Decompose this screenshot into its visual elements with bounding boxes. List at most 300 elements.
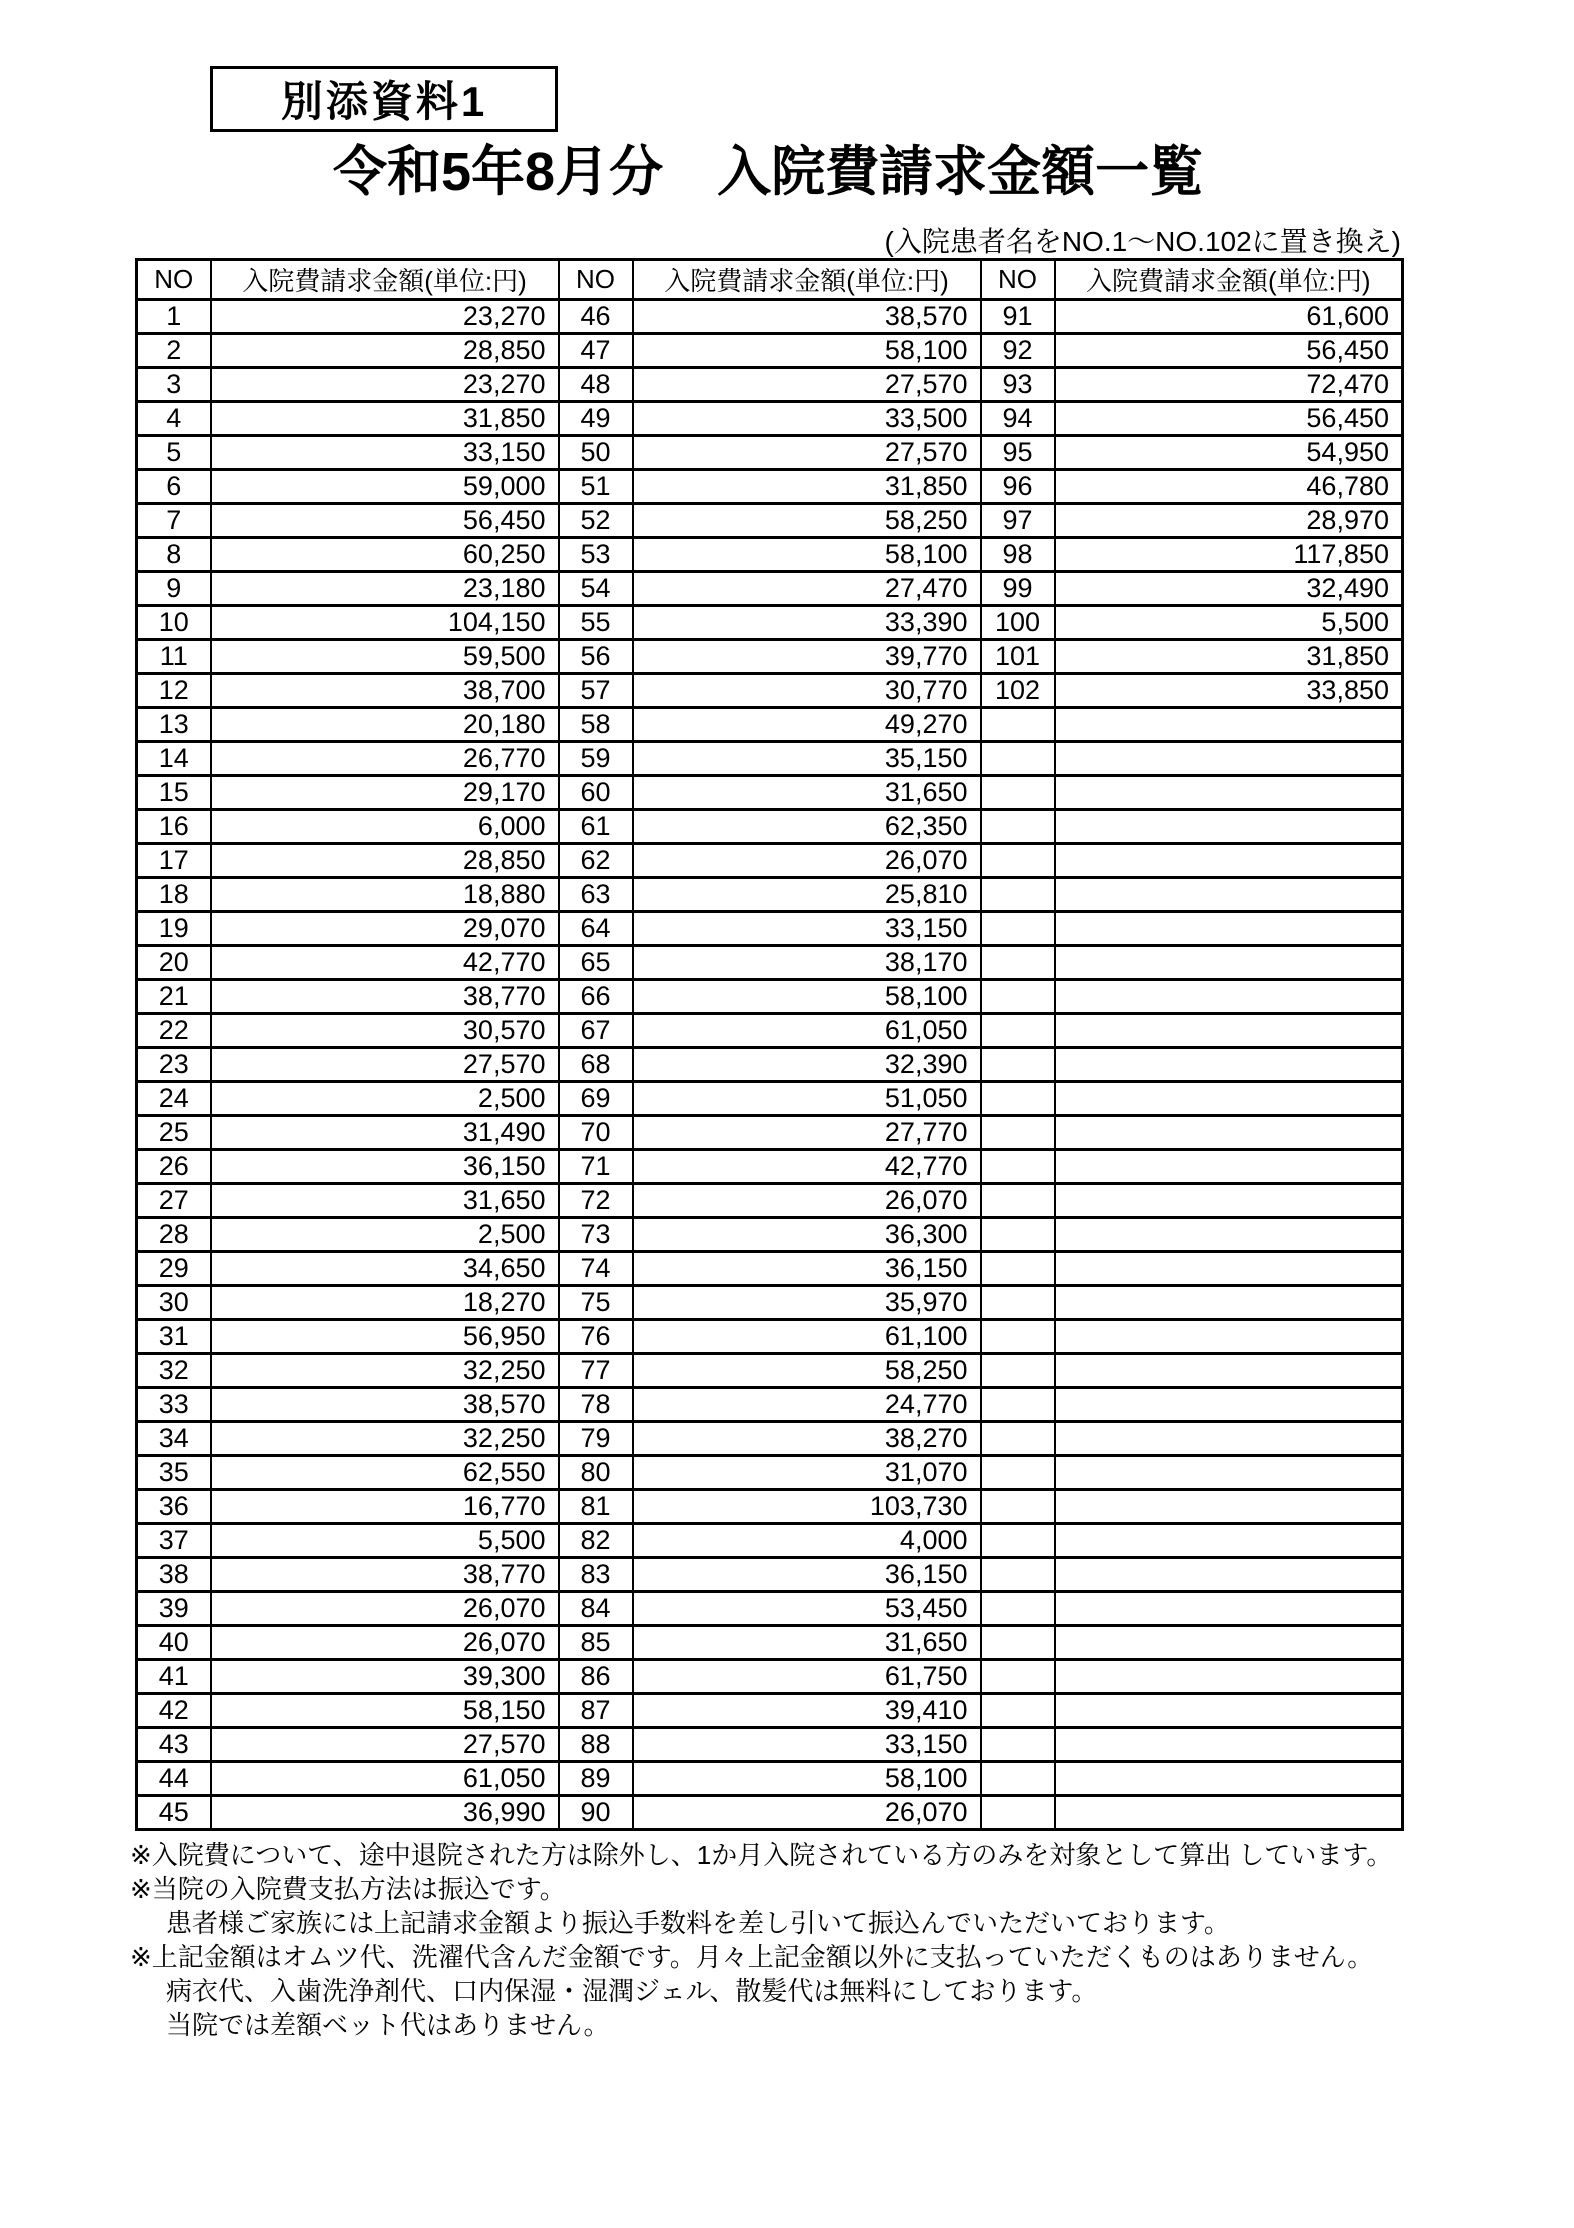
row-number-cell: 15 bbox=[137, 776, 211, 810]
row-number-cell: 102 bbox=[981, 674, 1055, 708]
amount-cell: 42,770 bbox=[633, 1150, 981, 1184]
amount-cell: 61,050 bbox=[633, 1014, 981, 1048]
amount-cell: 27,570 bbox=[211, 1728, 559, 1762]
row-number-cell: 48 bbox=[559, 368, 633, 402]
amount-cell bbox=[1055, 1762, 1403, 1796]
amount-cell: 5,500 bbox=[211, 1524, 559, 1558]
row-number-cell: 74 bbox=[559, 1252, 633, 1286]
amount-cell bbox=[1055, 1592, 1403, 1626]
note-line: ※当院の入院費支払方法は振込です。 bbox=[130, 1874, 566, 1904]
amount-cell: 56,450 bbox=[1055, 334, 1403, 368]
table-row bbox=[137, 1218, 1403, 1252]
table-header-row bbox=[137, 260, 1403, 300]
amount-cell: 42,770 bbox=[211, 946, 559, 980]
row-number-cell: 93 bbox=[981, 368, 1055, 402]
row-number-cell: 2 bbox=[137, 334, 211, 368]
row-number-cell: 61 bbox=[559, 810, 633, 844]
table-row bbox=[137, 402, 1403, 436]
row-number-cell: 43 bbox=[137, 1728, 211, 1762]
table-row bbox=[137, 1150, 1403, 1184]
row-number-cell: 52 bbox=[559, 504, 633, 538]
amount-cell: 61,050 bbox=[211, 1762, 559, 1796]
amount-cell bbox=[1055, 1082, 1403, 1116]
row-number-cell bbox=[981, 1388, 1055, 1422]
amount-cell: 38,170 bbox=[633, 946, 981, 980]
row-number-cell bbox=[981, 708, 1055, 742]
table-row bbox=[137, 1524, 1403, 1558]
table-row bbox=[137, 878, 1403, 912]
row-number-cell: 34 bbox=[137, 1422, 211, 1456]
row-number-cell bbox=[981, 946, 1055, 980]
row-number-cell bbox=[981, 1252, 1055, 1286]
table-row bbox=[137, 1116, 1403, 1150]
amount-cell: 53,450 bbox=[633, 1592, 981, 1626]
table-row bbox=[137, 1490, 1403, 1524]
row-number-cell: 31 bbox=[137, 1320, 211, 1354]
amount-cell bbox=[1055, 1524, 1403, 1558]
row-number-cell bbox=[981, 1048, 1055, 1082]
amount-cell: 117,850 bbox=[1055, 538, 1403, 572]
row-number-cell: 91 bbox=[981, 300, 1055, 334]
amount-cell: 39,410 bbox=[633, 1694, 981, 1728]
amount-cell: 31,650 bbox=[633, 776, 981, 810]
amount-cell: 58,100 bbox=[633, 1762, 981, 1796]
table-row bbox=[137, 1796, 1403, 1830]
row-number-cell: 95 bbox=[981, 436, 1055, 470]
amount-cell: 32,250 bbox=[211, 1422, 559, 1456]
row-number-cell: 41 bbox=[137, 1660, 211, 1694]
amount-cell: 26,070 bbox=[211, 1592, 559, 1626]
amount-cell: 18,880 bbox=[211, 878, 559, 912]
row-number-cell: 69 bbox=[559, 1082, 633, 1116]
row-number-cell: 58 bbox=[559, 708, 633, 742]
table-row bbox=[137, 1694, 1403, 1728]
amount-cell: 36,150 bbox=[633, 1558, 981, 1592]
row-number-cell bbox=[981, 1286, 1055, 1320]
row-number-cell: 90 bbox=[559, 1796, 633, 1830]
amount-cell: 62,550 bbox=[211, 1456, 559, 1490]
amount-cell: 33,150 bbox=[633, 1728, 981, 1762]
amount-cell: 31,650 bbox=[633, 1626, 981, 1660]
amount-cell: 38,700 bbox=[211, 674, 559, 708]
row-number-cell: 3 bbox=[137, 368, 211, 402]
row-number-cell: 1 bbox=[137, 300, 211, 334]
row-number-cell: 38 bbox=[137, 1558, 211, 1592]
row-number-cell bbox=[981, 1626, 1055, 1660]
row-number-cell: 36 bbox=[137, 1490, 211, 1524]
row-number-cell: 46 bbox=[559, 300, 633, 334]
row-number-cell bbox=[981, 1184, 1055, 1218]
row-number-cell: 25 bbox=[137, 1116, 211, 1150]
row-number-cell: 98 bbox=[981, 538, 1055, 572]
amount-cell: 18,270 bbox=[211, 1286, 559, 1320]
amount-cell: 32,250 bbox=[211, 1354, 559, 1388]
amount-cell bbox=[1055, 1728, 1403, 1762]
row-number-cell: 11 bbox=[137, 640, 211, 674]
amount-cell bbox=[1055, 1422, 1403, 1456]
row-number-cell: 5 bbox=[137, 436, 211, 470]
amount-cell: 59,500 bbox=[211, 640, 559, 674]
row-number-cell: 4 bbox=[137, 402, 211, 436]
row-number-cell bbox=[981, 1524, 1055, 1558]
row-number-cell: 96 bbox=[981, 470, 1055, 504]
amount-cell: 31,850 bbox=[211, 402, 559, 436]
table-row bbox=[137, 368, 1403, 402]
amount-cell bbox=[1055, 1490, 1403, 1524]
row-number-cell bbox=[981, 1694, 1055, 1728]
amount-cell: 33,150 bbox=[633, 912, 981, 946]
table-row bbox=[137, 1388, 1403, 1422]
row-number-cell: 6 bbox=[137, 470, 211, 504]
row-number-cell: 87 bbox=[559, 1694, 633, 1728]
amount-cell: 61,600 bbox=[1055, 300, 1403, 334]
amount-cell: 56,950 bbox=[211, 1320, 559, 1354]
row-number-cell: 57 bbox=[559, 674, 633, 708]
amount-cell: 27,570 bbox=[211, 1048, 559, 1082]
amount-cell: 72,470 bbox=[1055, 368, 1403, 402]
attachment-label-box bbox=[210, 66, 558, 132]
amount-cell bbox=[1055, 912, 1403, 946]
amount-cell: 28,850 bbox=[211, 844, 559, 878]
row-number-cell: 23 bbox=[137, 1048, 211, 1082]
row-number-cell bbox=[981, 878, 1055, 912]
table-row bbox=[137, 334, 1403, 368]
amount-cell: 31,650 bbox=[211, 1184, 559, 1218]
row-number-cell bbox=[981, 776, 1055, 810]
amount-cell: 33,390 bbox=[633, 606, 981, 640]
amount-cell bbox=[1055, 1660, 1403, 1694]
row-number-cell: 21 bbox=[137, 980, 211, 1014]
row-number-cell: 51 bbox=[559, 470, 633, 504]
table-row bbox=[137, 810, 1403, 844]
amount-cell: 25,810 bbox=[633, 878, 981, 912]
row-number-cell: 94 bbox=[981, 402, 1055, 436]
table-row bbox=[137, 1456, 1403, 1490]
table-row bbox=[137, 436, 1403, 470]
amount-cell bbox=[1055, 1694, 1403, 1728]
row-number-cell: 100 bbox=[981, 606, 1055, 640]
amount-cell: 23,270 bbox=[211, 300, 559, 334]
amount-cell: 58,100 bbox=[633, 538, 981, 572]
amount-cell: 51,050 bbox=[633, 1082, 981, 1116]
amount-cell: 35,150 bbox=[633, 742, 981, 776]
row-number-cell: 80 bbox=[559, 1456, 633, 1490]
row-number-cell bbox=[981, 980, 1055, 1014]
table-row bbox=[137, 1082, 1403, 1116]
amount-cell bbox=[1055, 1388, 1403, 1422]
row-number-cell: 53 bbox=[559, 538, 633, 572]
row-number-cell: 10 bbox=[137, 606, 211, 640]
col-header-no: NO bbox=[981, 260, 1055, 300]
col-header-no: NO bbox=[137, 260, 211, 300]
amount-cell: 32,390 bbox=[633, 1048, 981, 1082]
amount-cell: 58,150 bbox=[211, 1694, 559, 1728]
row-number-cell: 18 bbox=[137, 878, 211, 912]
row-number-cell: 22 bbox=[137, 1014, 211, 1048]
row-number-cell: 20 bbox=[137, 946, 211, 980]
row-number-cell: 66 bbox=[559, 980, 633, 1014]
row-number-cell: 55 bbox=[559, 606, 633, 640]
amount-cell: 2,500 bbox=[211, 1218, 559, 1252]
amount-cell bbox=[1055, 980, 1403, 1014]
row-number-cell: 65 bbox=[559, 946, 633, 980]
table-row bbox=[137, 674, 1403, 708]
row-number-cell: 42 bbox=[137, 1694, 211, 1728]
note-line: ※入院費について、途中退院された方は除外し、1か月入院されている方のみを対象として算出 しています。 bbox=[130, 1840, 1393, 1870]
row-number-cell: 76 bbox=[559, 1320, 633, 1354]
table-row bbox=[137, 1014, 1403, 1048]
amount-cell bbox=[1055, 1218, 1403, 1252]
row-number-cell: 82 bbox=[559, 1524, 633, 1558]
amount-cell: 27,470 bbox=[633, 572, 981, 606]
table-row bbox=[137, 470, 1403, 504]
row-number-cell: 44 bbox=[137, 1762, 211, 1796]
amount-cell: 27,570 bbox=[633, 368, 981, 402]
amount-cell: 46,780 bbox=[1055, 470, 1403, 504]
table-row bbox=[137, 1626, 1403, 1660]
col-header-no: NO bbox=[559, 260, 633, 300]
table-row bbox=[137, 1320, 1403, 1354]
col-header-amount: 入院費請求金額(単位:円) bbox=[633, 260, 981, 300]
table-row bbox=[137, 1048, 1403, 1082]
table-row bbox=[137, 980, 1403, 1014]
row-number-cell bbox=[981, 1218, 1055, 1252]
table-row bbox=[137, 1660, 1403, 1694]
table-row bbox=[137, 1762, 1403, 1796]
table-row bbox=[137, 640, 1403, 674]
row-number-cell: 64 bbox=[559, 912, 633, 946]
row-number-cell: 40 bbox=[137, 1626, 211, 1660]
table-row bbox=[137, 742, 1403, 776]
row-number-cell: 17 bbox=[137, 844, 211, 878]
row-number-cell: 47 bbox=[559, 334, 633, 368]
row-number-cell: 27 bbox=[137, 1184, 211, 1218]
row-number-cell bbox=[981, 844, 1055, 878]
row-number-cell bbox=[981, 1796, 1055, 1830]
amount-cell: 31,490 bbox=[211, 1116, 559, 1150]
amount-cell: 58,100 bbox=[633, 980, 981, 1014]
amount-cell: 62,350 bbox=[633, 810, 981, 844]
row-number-cell: 54 bbox=[559, 572, 633, 606]
row-number-cell bbox=[981, 1558, 1055, 1592]
table-row bbox=[137, 912, 1403, 946]
row-number-cell: 32 bbox=[137, 1354, 211, 1388]
amount-cell: 49,270 bbox=[633, 708, 981, 742]
table-row bbox=[137, 1422, 1403, 1456]
row-number-cell: 84 bbox=[559, 1592, 633, 1626]
row-number-cell: 97 bbox=[981, 504, 1055, 538]
row-number-cell: 14 bbox=[137, 742, 211, 776]
amount-cell: 36,150 bbox=[633, 1252, 981, 1286]
row-number-cell: 75 bbox=[559, 1286, 633, 1320]
table-row bbox=[137, 1558, 1403, 1592]
row-number-cell: 85 bbox=[559, 1626, 633, 1660]
row-number-cell: 67 bbox=[559, 1014, 633, 1048]
amount-cell bbox=[1055, 1014, 1403, 1048]
amount-cell: 26,070 bbox=[633, 844, 981, 878]
table-row bbox=[137, 504, 1403, 538]
table-row bbox=[137, 300, 1403, 334]
row-number-cell: 28 bbox=[137, 1218, 211, 1252]
note-line: 病衣代、入歯洗浄剤代、口内保湿・湿潤ジェル、散髪代は無料にしております。 bbox=[166, 1976, 1098, 2006]
amount-cell: 20,180 bbox=[211, 708, 559, 742]
amount-cell: 36,150 bbox=[211, 1150, 559, 1184]
table-row bbox=[137, 606, 1403, 640]
row-number-cell: 24 bbox=[137, 1082, 211, 1116]
amount-cell bbox=[1055, 810, 1403, 844]
row-number-cell bbox=[981, 1014, 1055, 1048]
amount-cell: 36,300 bbox=[633, 1218, 981, 1252]
amount-cell: 27,770 bbox=[633, 1116, 981, 1150]
table-row bbox=[137, 538, 1403, 572]
row-number-cell: 73 bbox=[559, 1218, 633, 1252]
amount-cell: 28,850 bbox=[211, 334, 559, 368]
row-number-cell: 29 bbox=[137, 1252, 211, 1286]
row-number-cell: 78 bbox=[559, 1388, 633, 1422]
table-row bbox=[137, 946, 1403, 980]
table-row bbox=[137, 572, 1403, 606]
page-title: 令和5年8月分 入院費請求金額一覧 bbox=[333, 142, 1204, 202]
row-number-cell: 68 bbox=[559, 1048, 633, 1082]
amount-cell bbox=[1055, 844, 1403, 878]
table-row bbox=[137, 708, 1403, 742]
row-number-cell: 12 bbox=[137, 674, 211, 708]
row-number-cell: 13 bbox=[137, 708, 211, 742]
row-number-cell: 33 bbox=[137, 1388, 211, 1422]
row-number-cell: 99 bbox=[981, 572, 1055, 606]
amount-cell: 26,070 bbox=[633, 1796, 981, 1830]
amount-cell: 59,000 bbox=[211, 470, 559, 504]
row-number-cell bbox=[981, 1728, 1055, 1762]
row-number-cell bbox=[981, 1116, 1055, 1150]
amount-cell: 6,000 bbox=[211, 810, 559, 844]
amount-cell: 38,570 bbox=[211, 1388, 559, 1422]
row-number-cell: 26 bbox=[137, 1150, 211, 1184]
row-number-cell: 45 bbox=[137, 1796, 211, 1830]
amount-cell: 54,950 bbox=[1055, 436, 1403, 470]
amount-cell: 29,070 bbox=[211, 912, 559, 946]
note-line: 患者様ご家族には上記請求金額より振込手数料を差し引いて振込んでいただいております。 bbox=[166, 1908, 1230, 1938]
row-number-cell: 49 bbox=[559, 402, 633, 436]
amount-cell: 61,750 bbox=[633, 1660, 981, 1694]
row-number-cell: 39 bbox=[137, 1592, 211, 1626]
row-number-cell bbox=[981, 810, 1055, 844]
row-number-cell: 79 bbox=[559, 1422, 633, 1456]
note-line: 当院では差額ベット代はありません。 bbox=[166, 2010, 610, 2040]
amount-cell bbox=[1055, 1116, 1403, 1150]
amount-cell: 32,490 bbox=[1055, 572, 1403, 606]
row-number-cell bbox=[981, 1320, 1055, 1354]
amount-cell: 39,300 bbox=[211, 1660, 559, 1694]
amount-cell bbox=[1055, 1354, 1403, 1388]
amount-cell bbox=[1055, 1626, 1403, 1660]
amount-cell: 38,770 bbox=[211, 980, 559, 1014]
row-number-cell: 30 bbox=[137, 1286, 211, 1320]
patient-name-replacement-note: (入院患者名をNO.1～NO.102に置き換え) bbox=[884, 226, 1401, 257]
table-row bbox=[137, 1728, 1403, 1762]
amount-cell: 56,450 bbox=[1055, 402, 1403, 436]
row-number-cell: 37 bbox=[137, 1524, 211, 1558]
amount-cell: 30,770 bbox=[633, 674, 981, 708]
row-number-cell: 71 bbox=[559, 1150, 633, 1184]
amount-cell bbox=[1055, 1048, 1403, 1082]
row-number-cell bbox=[981, 1592, 1055, 1626]
amount-cell: 23,180 bbox=[211, 572, 559, 606]
amount-cell bbox=[1055, 946, 1403, 980]
row-number-cell: 88 bbox=[559, 1728, 633, 1762]
row-number-cell bbox=[981, 742, 1055, 776]
row-number-cell: 9 bbox=[137, 572, 211, 606]
table-row bbox=[137, 1184, 1403, 1218]
amount-cell bbox=[1055, 1456, 1403, 1490]
amount-cell: 31,070 bbox=[633, 1456, 981, 1490]
notes-section bbox=[130, 1838, 1392, 2042]
row-number-cell: 16 bbox=[137, 810, 211, 844]
amount-cell: 16,770 bbox=[211, 1490, 559, 1524]
row-number-cell: 86 bbox=[559, 1660, 633, 1694]
amount-cell bbox=[1055, 1796, 1403, 1830]
amount-cell: 4,000 bbox=[633, 1524, 981, 1558]
col-header-amount: 入院費請求金額(単位:円) bbox=[1055, 260, 1403, 300]
amount-cell bbox=[1055, 1150, 1403, 1184]
row-number-cell: 89 bbox=[559, 1762, 633, 1796]
note-line: ※上記金額はオムツ代、洗濯代含んだ金額です。月々上記金額以外に支払っていただくものはありません。 bbox=[130, 1942, 1374, 1972]
amount-cell: 24,770 bbox=[633, 1388, 981, 1422]
amount-cell bbox=[1055, 1252, 1403, 1286]
row-number-cell bbox=[981, 1150, 1055, 1184]
table-row bbox=[137, 1592, 1403, 1626]
amount-cell: 38,270 bbox=[633, 1422, 981, 1456]
amount-cell: 103,730 bbox=[633, 1490, 981, 1524]
billing-amount-table bbox=[135, 258, 1404, 1831]
amount-cell: 28,970 bbox=[1055, 504, 1403, 538]
table-row bbox=[137, 1286, 1403, 1320]
row-number-cell: 7 bbox=[137, 504, 211, 538]
row-number-cell: 72 bbox=[559, 1184, 633, 1218]
amount-cell: 26,770 bbox=[211, 742, 559, 776]
amount-cell: 61,100 bbox=[633, 1320, 981, 1354]
amount-cell: 58,250 bbox=[633, 504, 981, 538]
row-number-cell: 60 bbox=[559, 776, 633, 810]
amount-cell: 26,070 bbox=[211, 1626, 559, 1660]
row-number-cell bbox=[981, 1490, 1055, 1524]
amount-cell bbox=[1055, 776, 1403, 810]
amount-cell: 58,100 bbox=[633, 334, 981, 368]
row-number-cell: 81 bbox=[559, 1490, 633, 1524]
attachment-label: 別添資料1 bbox=[280, 78, 488, 125]
row-number-cell: 50 bbox=[559, 436, 633, 470]
row-number-cell: 62 bbox=[559, 844, 633, 878]
amount-cell: 33,500 bbox=[633, 402, 981, 436]
row-number-cell bbox=[981, 1082, 1055, 1116]
amount-cell: 39,770 bbox=[633, 640, 981, 674]
row-number-cell bbox=[981, 912, 1055, 946]
amount-cell bbox=[1055, 742, 1403, 776]
row-number-cell bbox=[981, 1456, 1055, 1490]
amount-cell bbox=[1055, 1184, 1403, 1218]
amount-cell: 58,250 bbox=[633, 1354, 981, 1388]
row-number-cell: 70 bbox=[559, 1116, 633, 1150]
table-row bbox=[137, 1252, 1403, 1286]
row-number-cell: 83 bbox=[559, 1558, 633, 1592]
col-header-amount: 入院費請求金額(単位:円) bbox=[211, 260, 559, 300]
amount-cell: 31,850 bbox=[633, 470, 981, 504]
amount-cell: 26,070 bbox=[633, 1184, 981, 1218]
row-number-cell bbox=[981, 1660, 1055, 1694]
amount-cell: 56,450 bbox=[211, 504, 559, 538]
table-row bbox=[137, 776, 1403, 810]
billing-table-body bbox=[137, 300, 1403, 1830]
